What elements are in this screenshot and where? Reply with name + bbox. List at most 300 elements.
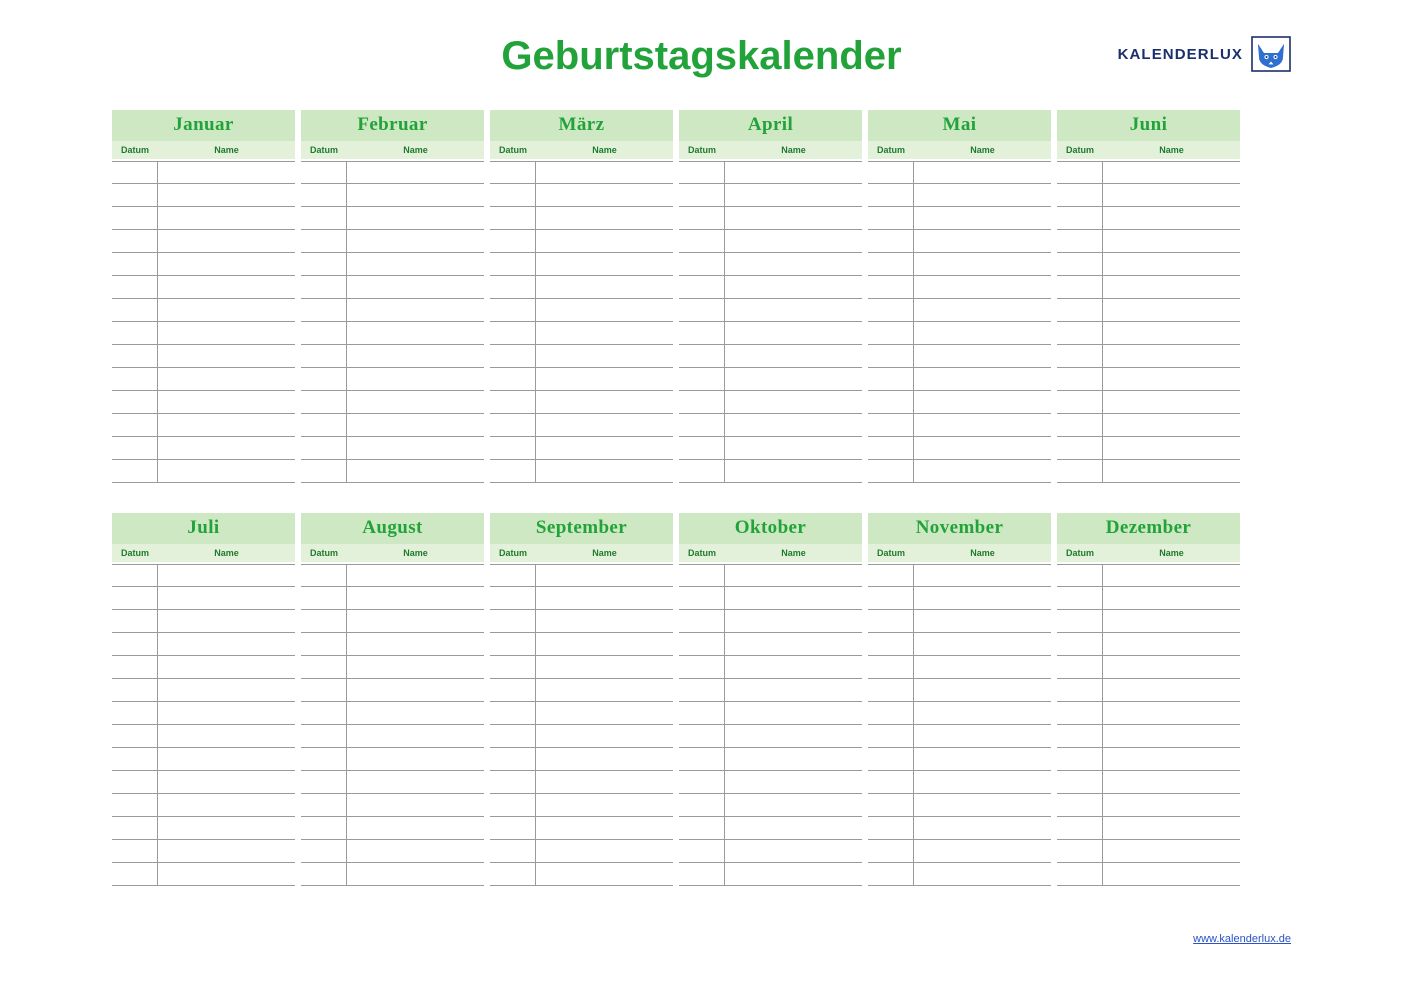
table-row[interactable]	[112, 794, 295, 817]
date-cell[interactable]	[868, 253, 914, 276]
name-cell[interactable]	[914, 299, 1051, 322]
name-cell[interactable]	[347, 725, 484, 748]
table-row[interactable]	[679, 184, 862, 207]
date-cell[interactable]	[490, 345, 536, 368]
table-row[interactable]	[868, 564, 1051, 587]
name-cell[interactable]	[725, 460, 862, 483]
table-row[interactable]	[112, 230, 295, 253]
table-row[interactable]	[1057, 656, 1240, 679]
date-cell[interactable]	[301, 230, 347, 253]
name-cell[interactable]	[347, 368, 484, 391]
name-cell[interactable]	[1103, 299, 1240, 322]
name-cell[interactable]	[536, 276, 673, 299]
date-cell[interactable]	[679, 437, 725, 460]
date-cell[interactable]	[679, 414, 725, 437]
table-row[interactable]	[301, 748, 484, 771]
name-cell[interactable]	[158, 437, 295, 460]
table-row[interactable]	[301, 253, 484, 276]
name-cell[interactable]	[347, 564, 484, 587]
table-row[interactable]	[490, 610, 673, 633]
table-row[interactable]	[490, 564, 673, 587]
name-cell[interactable]	[914, 345, 1051, 368]
table-row[interactable]	[490, 587, 673, 610]
table-row[interactable]	[868, 184, 1051, 207]
date-cell[interactable]	[868, 230, 914, 253]
date-cell[interactable]	[301, 460, 347, 483]
table-row[interactable]	[490, 437, 673, 460]
table-row[interactable]	[1057, 437, 1240, 460]
table-row[interactable]	[868, 230, 1051, 253]
table-row[interactable]	[868, 771, 1051, 794]
date-cell[interactable]	[301, 184, 347, 207]
name-cell[interactable]	[1103, 437, 1240, 460]
date-cell[interactable]	[1057, 368, 1103, 391]
table-row[interactable]	[301, 322, 484, 345]
table-row[interactable]	[679, 345, 862, 368]
name-cell[interactable]	[347, 817, 484, 840]
table-row[interactable]	[490, 207, 673, 230]
name-cell[interactable]	[914, 207, 1051, 230]
name-cell[interactable]	[1103, 656, 1240, 679]
name-cell[interactable]	[158, 633, 295, 656]
table-row[interactable]	[868, 702, 1051, 725]
name-cell[interactable]	[158, 725, 295, 748]
table-row[interactable]	[112, 702, 295, 725]
name-cell[interactable]	[914, 368, 1051, 391]
date-cell[interactable]	[1057, 391, 1103, 414]
name-cell[interactable]	[536, 679, 673, 702]
table-row[interactable]	[679, 633, 862, 656]
date-cell[interactable]	[490, 794, 536, 817]
date-cell[interactable]	[868, 840, 914, 863]
date-cell[interactable]	[1057, 610, 1103, 633]
table-row[interactable]	[112, 633, 295, 656]
name-cell[interactable]	[536, 184, 673, 207]
table-row[interactable]	[868, 794, 1051, 817]
name-cell[interactable]	[725, 564, 862, 587]
name-cell[interactable]	[914, 230, 1051, 253]
date-cell[interactable]	[679, 564, 725, 587]
date-cell[interactable]	[679, 391, 725, 414]
date-cell[interactable]	[301, 840, 347, 863]
name-cell[interactable]	[536, 840, 673, 863]
date-cell[interactable]	[112, 253, 158, 276]
date-cell[interactable]	[1057, 184, 1103, 207]
name-cell[interactable]	[158, 748, 295, 771]
name-cell[interactable]	[914, 725, 1051, 748]
name-cell[interactable]	[158, 656, 295, 679]
name-cell[interactable]	[1103, 184, 1240, 207]
date-cell[interactable]	[679, 299, 725, 322]
date-cell[interactable]	[868, 391, 914, 414]
name-cell[interactable]	[536, 702, 673, 725]
date-cell[interactable]	[679, 794, 725, 817]
name-cell[interactable]	[725, 276, 862, 299]
name-cell[interactable]	[536, 817, 673, 840]
name-cell[interactable]	[158, 207, 295, 230]
name-cell[interactable]	[725, 184, 862, 207]
name-cell[interactable]	[158, 161, 295, 184]
date-cell[interactable]	[301, 794, 347, 817]
name-cell[interactable]	[347, 679, 484, 702]
table-row[interactable]	[868, 391, 1051, 414]
name-cell[interactable]	[914, 679, 1051, 702]
name-cell[interactable]	[914, 656, 1051, 679]
name-cell[interactable]	[725, 794, 862, 817]
name-cell[interactable]	[347, 771, 484, 794]
table-row[interactable]	[679, 771, 862, 794]
date-cell[interactable]	[301, 437, 347, 460]
table-row[interactable]	[868, 414, 1051, 437]
name-cell[interactable]	[536, 299, 673, 322]
date-cell[interactable]	[112, 207, 158, 230]
date-cell[interactable]	[112, 702, 158, 725]
date-cell[interactable]	[868, 748, 914, 771]
table-row[interactable]	[868, 587, 1051, 610]
table-row[interactable]	[679, 656, 862, 679]
date-cell[interactable]	[301, 299, 347, 322]
name-cell[interactable]	[725, 633, 862, 656]
name-cell[interactable]	[1103, 679, 1240, 702]
name-cell[interactable]	[1103, 702, 1240, 725]
table-row[interactable]	[679, 702, 862, 725]
table-row[interactable]	[679, 587, 862, 610]
table-row[interactable]	[301, 840, 484, 863]
table-row[interactable]	[679, 299, 862, 322]
table-row[interactable]	[490, 725, 673, 748]
date-cell[interactable]	[1057, 299, 1103, 322]
name-cell[interactable]	[347, 276, 484, 299]
table-row[interactable]	[868, 725, 1051, 748]
name-cell[interactable]	[725, 391, 862, 414]
date-cell[interactable]	[490, 564, 536, 587]
table-row[interactable]	[112, 184, 295, 207]
date-cell[interactable]	[868, 771, 914, 794]
date-cell[interactable]	[490, 253, 536, 276]
date-cell[interactable]	[112, 230, 158, 253]
date-cell[interactable]	[868, 207, 914, 230]
date-cell[interactable]	[112, 564, 158, 587]
date-cell[interactable]	[112, 748, 158, 771]
name-cell[interactable]	[158, 863, 295, 886]
name-cell[interactable]	[536, 322, 673, 345]
name-cell[interactable]	[158, 587, 295, 610]
table-row[interactable]	[490, 184, 673, 207]
table-row[interactable]	[679, 748, 862, 771]
table-row[interactable]	[868, 633, 1051, 656]
date-cell[interactable]	[490, 702, 536, 725]
date-cell[interactable]	[868, 794, 914, 817]
date-cell[interactable]	[1057, 322, 1103, 345]
table-row[interactable]	[868, 299, 1051, 322]
table-row[interactable]	[490, 771, 673, 794]
date-cell[interactable]	[301, 817, 347, 840]
date-cell[interactable]	[679, 633, 725, 656]
name-cell[interactable]	[347, 230, 484, 253]
name-cell[interactable]	[914, 414, 1051, 437]
table-row[interactable]	[868, 161, 1051, 184]
name-cell[interactable]	[158, 253, 295, 276]
table-row[interactable]	[301, 230, 484, 253]
table-row[interactable]	[301, 564, 484, 587]
name-cell[interactable]	[914, 253, 1051, 276]
name-cell[interactable]	[1103, 414, 1240, 437]
name-cell[interactable]	[914, 564, 1051, 587]
name-cell[interactable]	[536, 610, 673, 633]
table-row[interactable]	[490, 345, 673, 368]
date-cell[interactable]	[1057, 748, 1103, 771]
name-cell[interactable]	[914, 702, 1051, 725]
table-row[interactable]	[112, 817, 295, 840]
name-cell[interactable]	[1103, 817, 1240, 840]
date-cell[interactable]	[490, 184, 536, 207]
table-row[interactable]	[868, 610, 1051, 633]
date-cell[interactable]	[490, 817, 536, 840]
table-row[interactable]	[301, 414, 484, 437]
table-row[interactable]	[868, 368, 1051, 391]
table-row[interactable]	[679, 230, 862, 253]
table-row[interactable]	[679, 610, 862, 633]
name-cell[interactable]	[914, 587, 1051, 610]
date-cell[interactable]	[490, 863, 536, 886]
name-cell[interactable]	[1103, 771, 1240, 794]
name-cell[interactable]	[725, 253, 862, 276]
date-cell[interactable]	[112, 161, 158, 184]
date-cell[interactable]	[868, 460, 914, 483]
date-cell[interactable]	[868, 322, 914, 345]
table-row[interactable]	[301, 161, 484, 184]
name-cell[interactable]	[347, 794, 484, 817]
table-row[interactable]	[112, 345, 295, 368]
table-row[interactable]	[112, 414, 295, 437]
date-cell[interactable]	[301, 414, 347, 437]
date-cell[interactable]	[112, 817, 158, 840]
name-cell[interactable]	[914, 460, 1051, 483]
table-row[interactable]	[112, 863, 295, 886]
date-cell[interactable]	[868, 437, 914, 460]
date-cell[interactable]	[679, 725, 725, 748]
date-cell[interactable]	[679, 679, 725, 702]
date-cell[interactable]	[490, 460, 536, 483]
name-cell[interactable]	[1103, 391, 1240, 414]
name-cell[interactable]	[914, 161, 1051, 184]
date-cell[interactable]	[301, 207, 347, 230]
date-cell[interactable]	[868, 633, 914, 656]
name-cell[interactable]	[914, 437, 1051, 460]
table-row[interactable]	[1057, 345, 1240, 368]
name-cell[interactable]	[347, 253, 484, 276]
table-row[interactable]	[112, 322, 295, 345]
name-cell[interactable]	[1103, 368, 1240, 391]
date-cell[interactable]	[1057, 794, 1103, 817]
name-cell[interactable]	[158, 299, 295, 322]
name-cell[interactable]	[536, 437, 673, 460]
name-cell[interactable]	[347, 863, 484, 886]
date-cell[interactable]	[868, 587, 914, 610]
name-cell[interactable]	[725, 817, 862, 840]
name-cell[interactable]	[914, 840, 1051, 863]
date-cell[interactable]	[868, 725, 914, 748]
name-cell[interactable]	[158, 322, 295, 345]
date-cell[interactable]	[868, 276, 914, 299]
table-row[interactable]	[679, 414, 862, 437]
name-cell[interactable]	[725, 679, 862, 702]
date-cell[interactable]	[868, 863, 914, 886]
table-row[interactable]	[112, 748, 295, 771]
date-cell[interactable]	[301, 610, 347, 633]
name-cell[interactable]	[158, 414, 295, 437]
table-row[interactable]	[868, 863, 1051, 886]
date-cell[interactable]	[112, 633, 158, 656]
name-cell[interactable]	[914, 633, 1051, 656]
table-row[interactable]	[490, 230, 673, 253]
date-cell[interactable]	[1057, 460, 1103, 483]
date-cell[interactable]	[679, 230, 725, 253]
name-cell[interactable]	[158, 230, 295, 253]
name-cell[interactable]	[1103, 345, 1240, 368]
name-cell[interactable]	[1103, 794, 1240, 817]
name-cell[interactable]	[536, 633, 673, 656]
website-link[interactable]: www.kalenderlux.de	[1193, 933, 1291, 945]
name-cell[interactable]	[914, 863, 1051, 886]
date-cell[interactable]	[679, 207, 725, 230]
table-row[interactable]	[1057, 633, 1240, 656]
date-cell[interactable]	[679, 702, 725, 725]
date-cell[interactable]	[301, 368, 347, 391]
date-cell[interactable]	[679, 817, 725, 840]
table-row[interactable]	[679, 840, 862, 863]
table-row[interactable]	[679, 794, 862, 817]
table-row[interactable]	[112, 725, 295, 748]
name-cell[interactable]	[347, 587, 484, 610]
table-row[interactable]	[112, 587, 295, 610]
date-cell[interactable]	[868, 610, 914, 633]
table-row[interactable]	[490, 414, 673, 437]
date-cell[interactable]	[868, 161, 914, 184]
name-cell[interactable]	[536, 564, 673, 587]
name-cell[interactable]	[725, 656, 862, 679]
name-cell[interactable]	[347, 437, 484, 460]
date-cell[interactable]	[679, 161, 725, 184]
table-row[interactable]	[301, 656, 484, 679]
date-cell[interactable]	[868, 656, 914, 679]
date-cell[interactable]	[490, 368, 536, 391]
name-cell[interactable]	[725, 771, 862, 794]
date-cell[interactable]	[1057, 725, 1103, 748]
table-row[interactable]	[112, 207, 295, 230]
name-cell[interactable]	[725, 414, 862, 437]
table-row[interactable]	[112, 437, 295, 460]
name-cell[interactable]	[1103, 633, 1240, 656]
date-cell[interactable]	[679, 863, 725, 886]
date-cell[interactable]	[112, 391, 158, 414]
table-row[interactable]	[679, 391, 862, 414]
date-cell[interactable]	[1057, 345, 1103, 368]
table-row[interactable]	[490, 253, 673, 276]
table-row[interactable]	[868, 437, 1051, 460]
name-cell[interactable]	[347, 207, 484, 230]
date-cell[interactable]	[868, 345, 914, 368]
table-row[interactable]	[679, 460, 862, 483]
name-cell[interactable]	[347, 322, 484, 345]
date-cell[interactable]	[112, 771, 158, 794]
table-row[interactable]	[1057, 702, 1240, 725]
name-cell[interactable]	[914, 276, 1051, 299]
name-cell[interactable]	[536, 748, 673, 771]
name-cell[interactable]	[1103, 460, 1240, 483]
table-row[interactable]	[868, 345, 1051, 368]
date-cell[interactable]	[1057, 656, 1103, 679]
date-cell[interactable]	[301, 863, 347, 886]
table-row[interactable]	[490, 391, 673, 414]
table-row[interactable]	[868, 679, 1051, 702]
date-cell[interactable]	[868, 368, 914, 391]
date-cell[interactable]	[490, 230, 536, 253]
name-cell[interactable]	[725, 610, 862, 633]
name-cell[interactable]	[347, 184, 484, 207]
name-cell[interactable]	[536, 656, 673, 679]
table-row[interactable]	[868, 207, 1051, 230]
name-cell[interactable]	[725, 863, 862, 886]
name-cell[interactable]	[536, 794, 673, 817]
table-row[interactable]	[1057, 368, 1240, 391]
date-cell[interactable]	[490, 207, 536, 230]
table-row[interactable]	[112, 610, 295, 633]
date-cell[interactable]	[1057, 679, 1103, 702]
name-cell[interactable]	[158, 276, 295, 299]
date-cell[interactable]	[1057, 817, 1103, 840]
table-row[interactable]	[1057, 817, 1240, 840]
date-cell[interactable]	[1057, 840, 1103, 863]
table-row[interactable]	[1057, 253, 1240, 276]
table-row[interactable]	[868, 748, 1051, 771]
table-row[interactable]	[301, 345, 484, 368]
date-cell[interactable]	[490, 299, 536, 322]
table-row[interactable]	[1057, 564, 1240, 587]
date-cell[interactable]	[1057, 161, 1103, 184]
table-row[interactable]	[1057, 414, 1240, 437]
table-row[interactable]	[1057, 276, 1240, 299]
date-cell[interactable]	[679, 840, 725, 863]
date-cell[interactable]	[301, 702, 347, 725]
date-cell[interactable]	[868, 414, 914, 437]
date-cell[interactable]	[679, 345, 725, 368]
table-row[interactable]	[1057, 207, 1240, 230]
date-cell[interactable]	[490, 161, 536, 184]
table-row[interactable]	[301, 276, 484, 299]
name-cell[interactable]	[1103, 161, 1240, 184]
name-cell[interactable]	[1103, 322, 1240, 345]
name-cell[interactable]	[725, 368, 862, 391]
name-cell[interactable]	[536, 460, 673, 483]
name-cell[interactable]	[536, 587, 673, 610]
name-cell[interactable]	[347, 345, 484, 368]
name-cell[interactable]	[347, 391, 484, 414]
date-cell[interactable]	[301, 253, 347, 276]
date-cell[interactable]	[679, 587, 725, 610]
date-cell[interactable]	[868, 184, 914, 207]
date-cell[interactable]	[1057, 414, 1103, 437]
name-cell[interactable]	[536, 391, 673, 414]
name-cell[interactable]	[914, 322, 1051, 345]
date-cell[interactable]	[490, 437, 536, 460]
date-cell[interactable]	[679, 368, 725, 391]
name-cell[interactable]	[158, 794, 295, 817]
date-cell[interactable]	[490, 414, 536, 437]
date-cell[interactable]	[301, 633, 347, 656]
table-row[interactable]	[301, 633, 484, 656]
table-row[interactable]	[868, 460, 1051, 483]
